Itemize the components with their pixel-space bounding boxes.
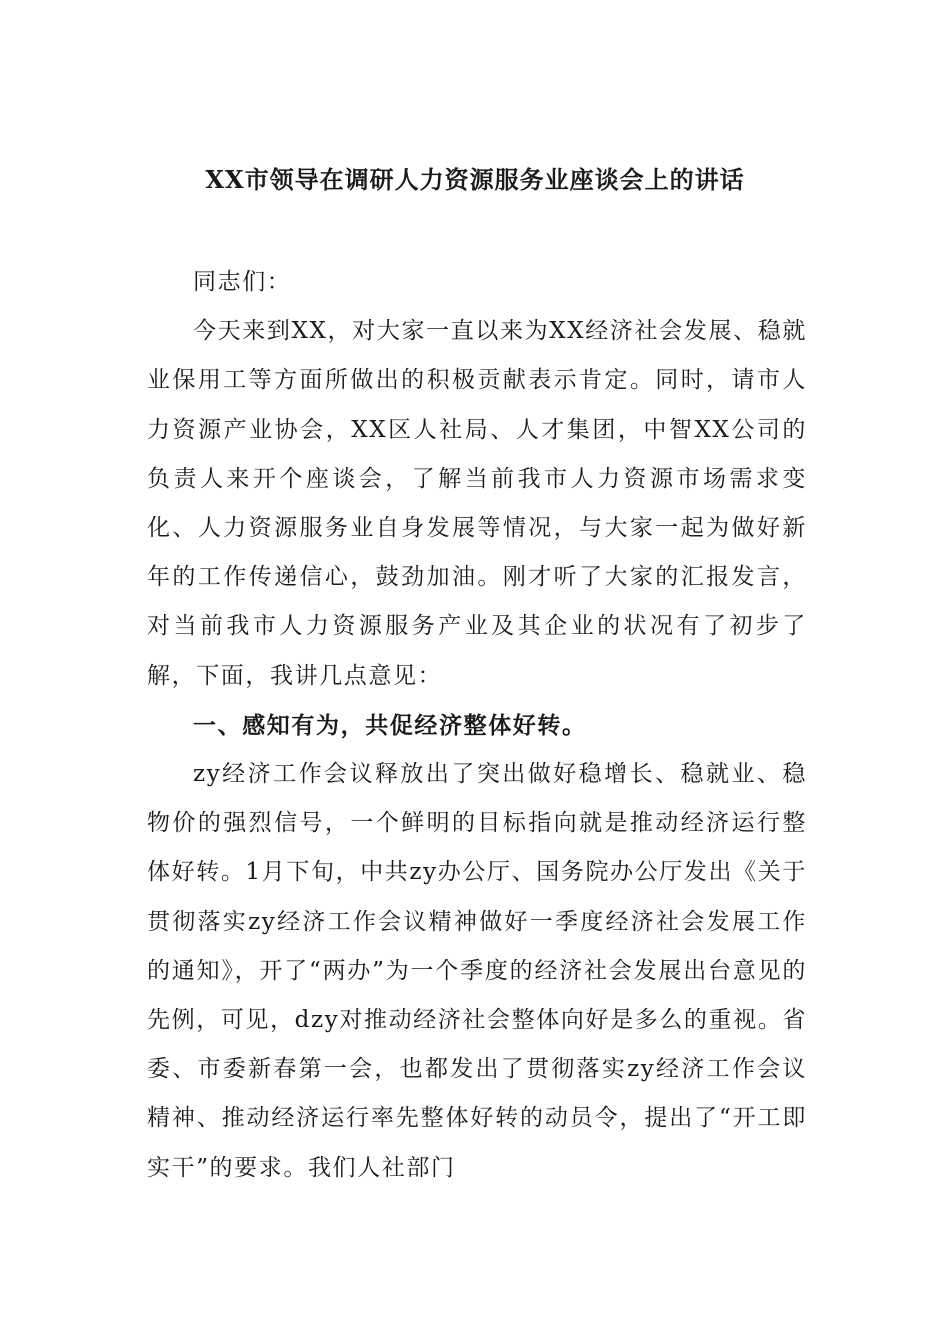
- section-1-paragraph: zy经济工作会议释放出了突出做好稳增长、稳就业、稳物价的强烈信号，一个鲜明的目标指向就是推动经济运行整体好转。1月下旬，中共zy办公厅、国务院办公厅发出《关于贯彻落实zy经济工作会议精神做好一季度经济社会发展工作的通知》，开了“两办”为一个季度的经济社会发展出台意见的先例，可见，dzy对推动经济社会整体向好是多么的重视。省委、市委新春第一会，也都发出了贯彻落实zy经济工作会议精神、推动经济运行率先整体好转的动员令，提出了“开工即实干”的要求。我们人社部门: [147, 761, 807, 1181]
- section-heading-1: 一、感知有为，共促经济整体好转。: [193, 711, 587, 739]
- document-title: XX市领导在调研人力资源服务业座谈会上的讲话: [205, 165, 745, 194]
- salutation: 同志们：: [193, 269, 292, 295]
- body-paragraph-intro: 今天来到XX，对大家一直以来为XX经济社会发展、稳就业保用工等方面所做出的积极贡献表示肯定。同时，请市人力资源产业协会，XX区人社局、人才集团，中智XX公司的负责人来开个座谈会，了解当前我市人力资源市场需求变化、人力资源服务业自身发展等情况，与大家一起为做好新年的工作传递信心，鼓劲加油。刚才听了大家的汇报发言，对当前我市人力资源服务产业及其企业的状况有了初步了解，下面，我讲几点意见：: [147, 318, 807, 689]
- document-body: [147, 258, 807, 1193]
